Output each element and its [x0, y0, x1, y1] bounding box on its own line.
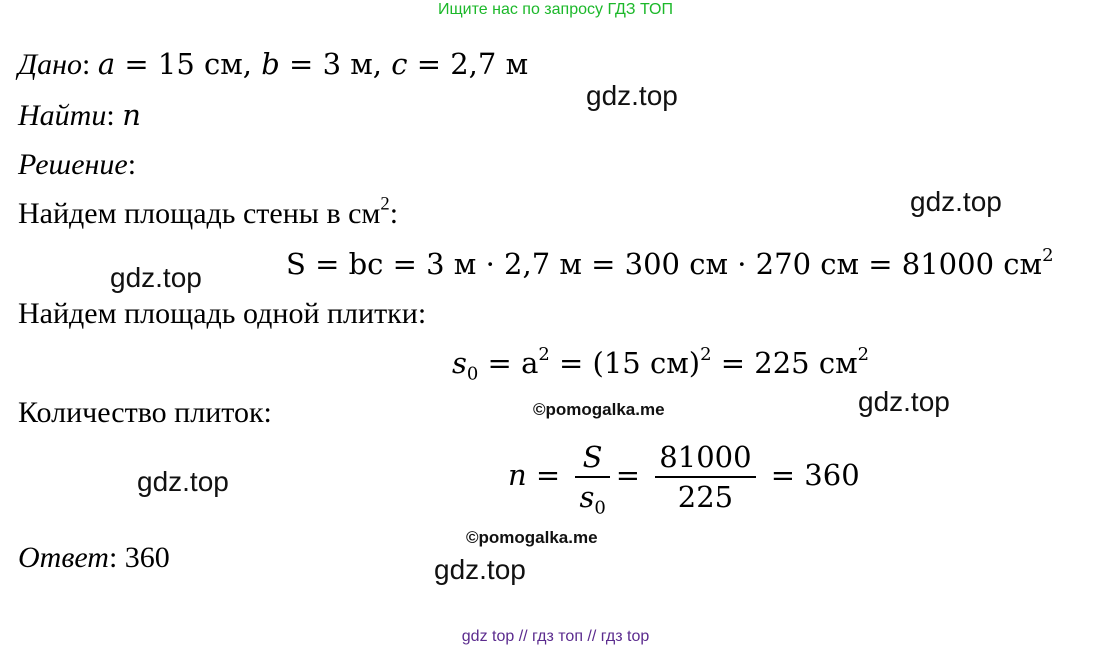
watermark-pomogalka: ©pomogalka.me [466, 528, 598, 547]
solution-label: Решение [18, 148, 128, 181]
given-line: Дано: a = 15 см, b = 3 м, c = 2,7 м [18, 47, 529, 81]
step2-text: Найдем площадь одной плитки: [18, 297, 427, 330]
watermark-pomogalka: ©pomogalka.me [533, 400, 665, 419]
top-banner: Ищите нас по запросу ГДЗ ТОП [438, 1, 673, 18]
given-b: 3 м [322, 47, 373, 81]
given-c: 2,7 м [450, 47, 529, 81]
step1-text: Найдем площадь стены в $см^2$: [18, 193, 399, 230]
fraction-S-s0: $\frac{S}{s_0}$ [575, 440, 609, 514]
watermark-gdz: gdz.top [434, 554, 526, 585]
watermark-gdz: gdz.top [586, 80, 678, 111]
watermark-gdz: gdz.top [910, 186, 1002, 217]
fraction-81000-225: $\frac{81000}{225}$ [655, 440, 755, 514]
footer-links: gdz top // гдз топ // гдз top [461, 628, 650, 645]
answer-value: 360 [124, 541, 170, 574]
answer-label: Ответ [18, 541, 109, 574]
step1-formula: S = bc = 3 м · 2,7 м = 300 см · 270 см = 81000 $см^2$ [286, 245, 1054, 281]
step3-text: Количество плиток: [18, 396, 272, 429]
watermark-gdz: gdz.top [858, 386, 950, 417]
watermark-gdz: gdz.top [110, 262, 202, 293]
given-label: Дано [18, 48, 82, 81]
answer-line: Ответ: 360 [18, 541, 170, 574]
solution-line: Решение: [18, 148, 137, 181]
given-a: 15 см [157, 47, 243, 81]
find-var: n [122, 98, 141, 132]
find-label: Найти [18, 99, 107, 132]
find-line: Найти: n [18, 98, 141, 132]
step2-formula: $s_0 = a^2 = (15$ см)$^2$ = 225 $см^2$ [452, 344, 870, 385]
watermark-gdz: gdz.top [137, 466, 229, 497]
step3-formula: n = $\frac{S}{s_0}$ = $\frac{81000}{225}$ = 360 [508, 440, 860, 519]
